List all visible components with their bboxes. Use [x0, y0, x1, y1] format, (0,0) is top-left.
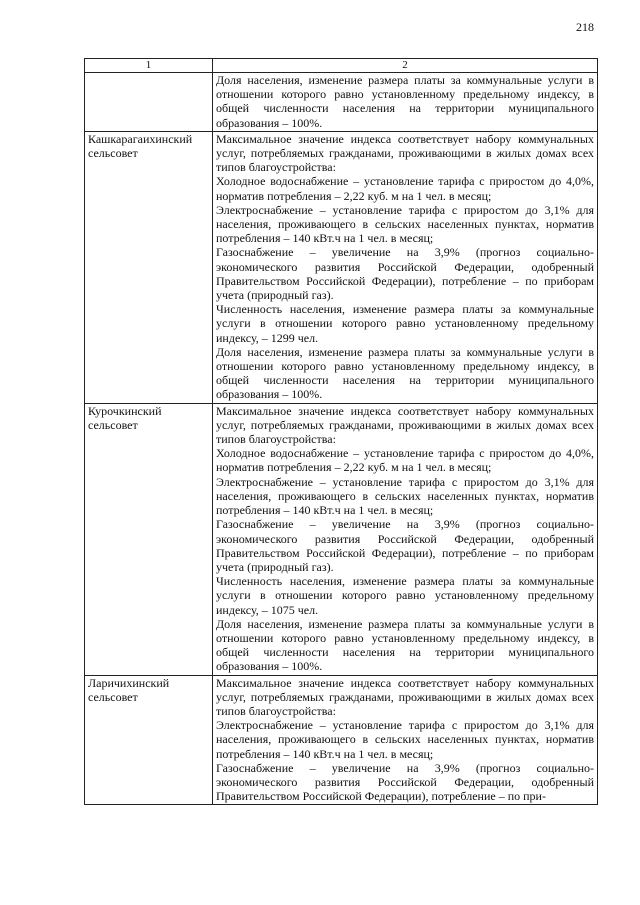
paragraph: Газоснабжение – увеличение на 3,9% (прогноз социально-экономического развития Российской Федерации, одобренный Правительством Российской Федерации), потребление – по приборам учета (природный газ).	[216, 245, 594, 303]
paragraph: Газоснабжение – увеличение на 3,9% (прогноз социально-экономического развития Российской Федерации, одобренный Правительством Российской Федерации), потребление – по приборам учета (природный газ).	[216, 517, 594, 574]
table-header-row	[85, 59, 598, 73]
paragraph: Газоснабжение – увеличение на 3,9% (прогноз социально-экономического развития Российской Федерации, одобренный Правительством Российской Федерации), потребление – по при-	[216, 760, 594, 804]
municipality-cell	[85, 73, 213, 132]
description-cell	[213, 73, 598, 132]
table-row	[85, 131, 598, 403]
page-number: 218	[576, 20, 594, 34]
paragraph: Максимальное значение индекса соответствует набору коммунальных услуг, потребляемых гражданами, проживающими в жилых домах всех типов благоустройства:	[216, 403, 594, 447]
table-row	[85, 403, 598, 675]
paragraph: Доля населения, изменение размера платы за коммунальные услуги в отношении которого равно установленному предельному индексу, в общей численности населения на территории муниципального образования – 100%.	[216, 616, 594, 674]
table-row	[85, 675, 598, 805]
column-header-2: 2	[213, 59, 598, 73]
paragraph: Холодное водоснабжение – установление тарифа с приростом до 4,0%, норматив потребления – 2,22 куб. м на 1 чел. в месяц;	[216, 174, 594, 203]
description-cell	[213, 131, 598, 403]
table-row	[85, 73, 598, 132]
indices-table	[84, 58, 598, 805]
paragraph: Доля населения, изменение размера платы за коммунальные услуги в отношении которого равно установленному предельному индексу, в общей численности населения на территории муниципального образования – 100%.	[216, 73, 594, 130]
paragraph: Максимальное значение индекса соответствует набору коммунальных услуг, потребляемых гражданами, проживающими в жилых домах всех типов благоустройства:	[216, 131, 594, 175]
paragraph: Максимальное значение индекса соответствует набору коммунальных услуг, потребляемых гражданами, проживающими в жилых домах всех типов благоустройства:	[216, 675, 594, 718]
paragraph: Электроснабжение – установление тарифа с приростом до 3,1% для населения, проживающего в сельских населенных пунктах, норматив потребления – 140 кВт.ч на 1 чел. в месяц;	[216, 474, 594, 518]
municipality-cell: Ларичихинский сельсовет	[85, 675, 213, 805]
column-header-1: 1	[85, 59, 213, 73]
description-cell	[213, 675, 598, 805]
paragraph: Численность населения, изменение размера платы за коммунальные услуги в отношении которого равно установленному предельному индексу, – 1075 чел.	[216, 574, 594, 617]
municipality-cell: Курочкинский сельсовет	[85, 403, 213, 675]
paragraph: Доля населения, изменение размера платы за коммунальные услуги в отношении которого равно установленному предельному индексу, в общей численности населения на территории муниципального образования – 100%.	[216, 344, 594, 402]
paragraph: Численность населения, изменение размера платы за коммунальные услуги в отношении которого равно установленному предельному индексу, – 1299 чел.	[216, 302, 594, 345]
paragraph: Электроснабжение – установление тарифа с приростом до 3,1% для населения, проживающего в сельских населенных пунктах, норматив потребления – 140 кВт.ч на 1 чел. в месяц;	[216, 202, 594, 246]
description-cell	[213, 403, 598, 675]
paragraph: Электроснабжение – установление тарифа с приростом до 3,1% для населения, проживающего в сельских населенных пунктах, норматив потребления – 140 кВт.ч на 1 чел. в месяц;	[216, 718, 594, 761]
paragraph: Холодное водоснабжение – установление тарифа с приростом до 4,0%, норматив потребления – 2,22 куб. м на 1 чел. в месяц;	[216, 446, 594, 475]
municipality-cell: Кашкарагаихинский сельсовет	[85, 131, 213, 403]
